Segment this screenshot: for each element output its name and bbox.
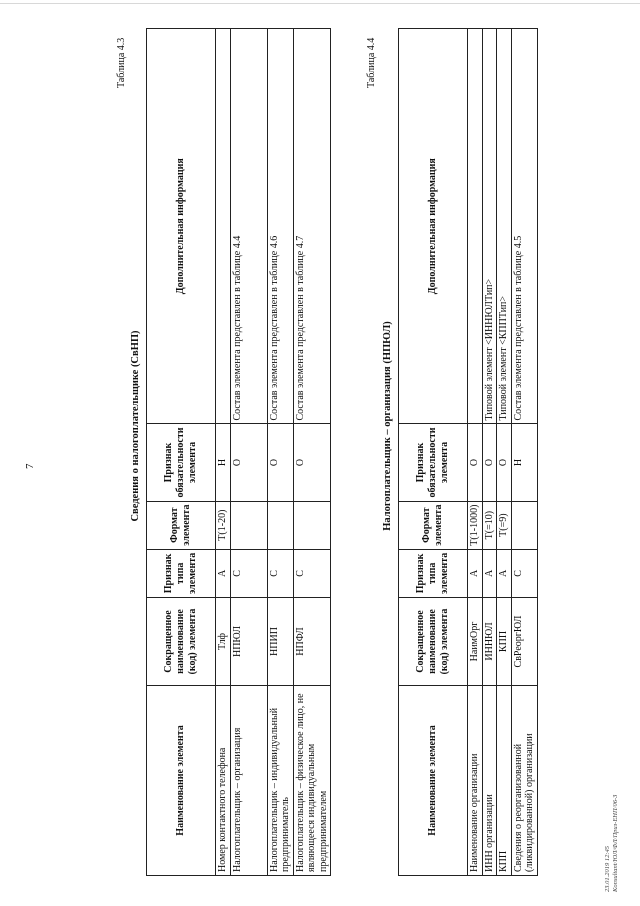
cell-short-code: КПП — [497, 598, 512, 686]
header-element-name: Наименование элемента — [147, 686, 216, 876]
cell-required-flag: О — [497, 424, 512, 501]
cell-element-name: ИНН организации — [482, 686, 497, 876]
cell-additional-info: Типовой элемент <КППТип> — [497, 29, 512, 425]
header-type-flag: Признак типа элемента — [399, 549, 468, 597]
cell-element-name: КПП — [497, 686, 512, 876]
cell-format: T(=9) — [497, 501, 512, 549]
table-row — [216, 29, 231, 876]
table-row — [230, 29, 267, 876]
cell-required-flag: О — [267, 424, 293, 501]
table-row — [511, 29, 537, 876]
cell-additional-info: Состав элемента представлен в таблице 4.4 — [230, 29, 267, 425]
cell-type-flag: А — [468, 549, 483, 597]
cell-required-flag: О — [482, 424, 497, 501]
cell-format — [511, 501, 537, 549]
cell-type-flag: С — [293, 549, 331, 597]
cell-element-name: Номер контактного телефона — [216, 686, 231, 876]
cell-required-flag: О — [293, 424, 331, 501]
header-short-code: Сокращенное наименование (код) элемента — [147, 598, 216, 686]
header-short-code: Сокращенное наименование (код) элемента — [399, 598, 468, 686]
cell-required-flag: О — [468, 424, 483, 501]
cell-element-name: Налогоплательщик – организация — [230, 686, 267, 876]
cell-format: T(1-20) — [216, 501, 231, 549]
cell-type-flag: С — [230, 549, 267, 597]
header-element-name: Наименование элемента — [399, 686, 468, 876]
table-4-3-title: Сведения о налогоплательщике (СвНП) — [130, 330, 141, 522]
header-additional-info: Дополнительная информация — [399, 29, 468, 425]
cell-type-flag: С — [511, 549, 537, 597]
table-header-row — [399, 29, 468, 876]
table-row — [497, 29, 512, 876]
cell-element-name: Наименование организации — [468, 686, 483, 876]
cell-type-flag: А — [482, 549, 497, 597]
table-4-4-caption: Таблица 4.4 — [366, 37, 377, 88]
cell-short-code: Тлф — [216, 598, 231, 686]
cell-type-flag: С — [267, 549, 293, 597]
table-4-4 — [398, 28, 538, 876]
table-4-3 — [146, 28, 331, 876]
header-format: Формат элемента — [399, 501, 468, 549]
table-row — [482, 29, 497, 876]
cell-required-flag: О — [230, 424, 267, 501]
header-required-flag: Признак обязательности элемента — [147, 424, 216, 501]
cell-element-name: Налогоплательщик – физическое лицо, не являющееся индивидуальным предпринимателем — [293, 686, 331, 876]
table-4-4-title: Налогоплательщик – организация (НПЮЛ) — [382, 321, 393, 531]
cell-required-flag: Н — [216, 424, 231, 501]
cell-additional-info — [216, 29, 231, 425]
table-row — [293, 29, 331, 876]
cell-short-code: ИННЮЛ — [482, 598, 497, 686]
cell-format — [293, 501, 331, 549]
cell-format: T(=10) — [482, 501, 497, 549]
page-number: 7 — [24, 463, 36, 469]
header-format: Формат элемента — [147, 501, 216, 549]
table-4-3-caption: Таблица 4.3 — [116, 37, 127, 88]
cell-short-code: СвРеоргЮЛ — [511, 598, 537, 686]
cell-additional-info: Состав элемента представлен в таблице 4.5 — [511, 29, 537, 425]
table-row — [468, 29, 483, 876]
table-header-row — [147, 29, 216, 876]
cell-element-name: Налогоплательщик – индивидуальный предприниматель — [267, 686, 293, 876]
cell-additional-info: Состав элемента представлен в таблице 4.7 — [293, 29, 331, 425]
cell-additional-info: Состав элемента представлен в таблице 4.6 — [267, 29, 293, 425]
table-row — [267, 29, 293, 876]
header-additional-info: Дополнительная информация — [147, 29, 216, 425]
header-type-flag: Признак типа элемента — [147, 549, 216, 597]
cell-element-name: Сведения о реорганизованной (ликвидированной) организации — [511, 686, 537, 876]
footer-timestamp: 23.01.2019 12:45 — [604, 845, 611, 892]
cell-format — [230, 501, 267, 549]
cell-type-flag: А — [216, 549, 231, 597]
cell-type-flag: А — [497, 549, 512, 597]
cell-format: T(1-1000) — [468, 501, 483, 549]
footer-document-code: Konsultant/ЮЛ/ФЛ/Приз-ЕНП/06-3 — [611, 794, 619, 892]
cell-required-flag: Н — [511, 424, 537, 501]
cell-short-code: НПЮЛ — [230, 598, 267, 686]
header-required-flag: Признак обязательности элемента — [399, 424, 468, 501]
cell-short-code: НПИП — [267, 598, 293, 686]
cell-short-code: НПФЛ — [293, 598, 331, 686]
cell-short-code: НаимОрг — [468, 598, 483, 686]
cell-additional-info — [468, 29, 483, 425]
cell-additional-info: Типовой элемент <ИННЮЛТип> — [482, 29, 497, 425]
print-footer — [604, 795, 620, 892]
cell-format — [267, 501, 293, 549]
